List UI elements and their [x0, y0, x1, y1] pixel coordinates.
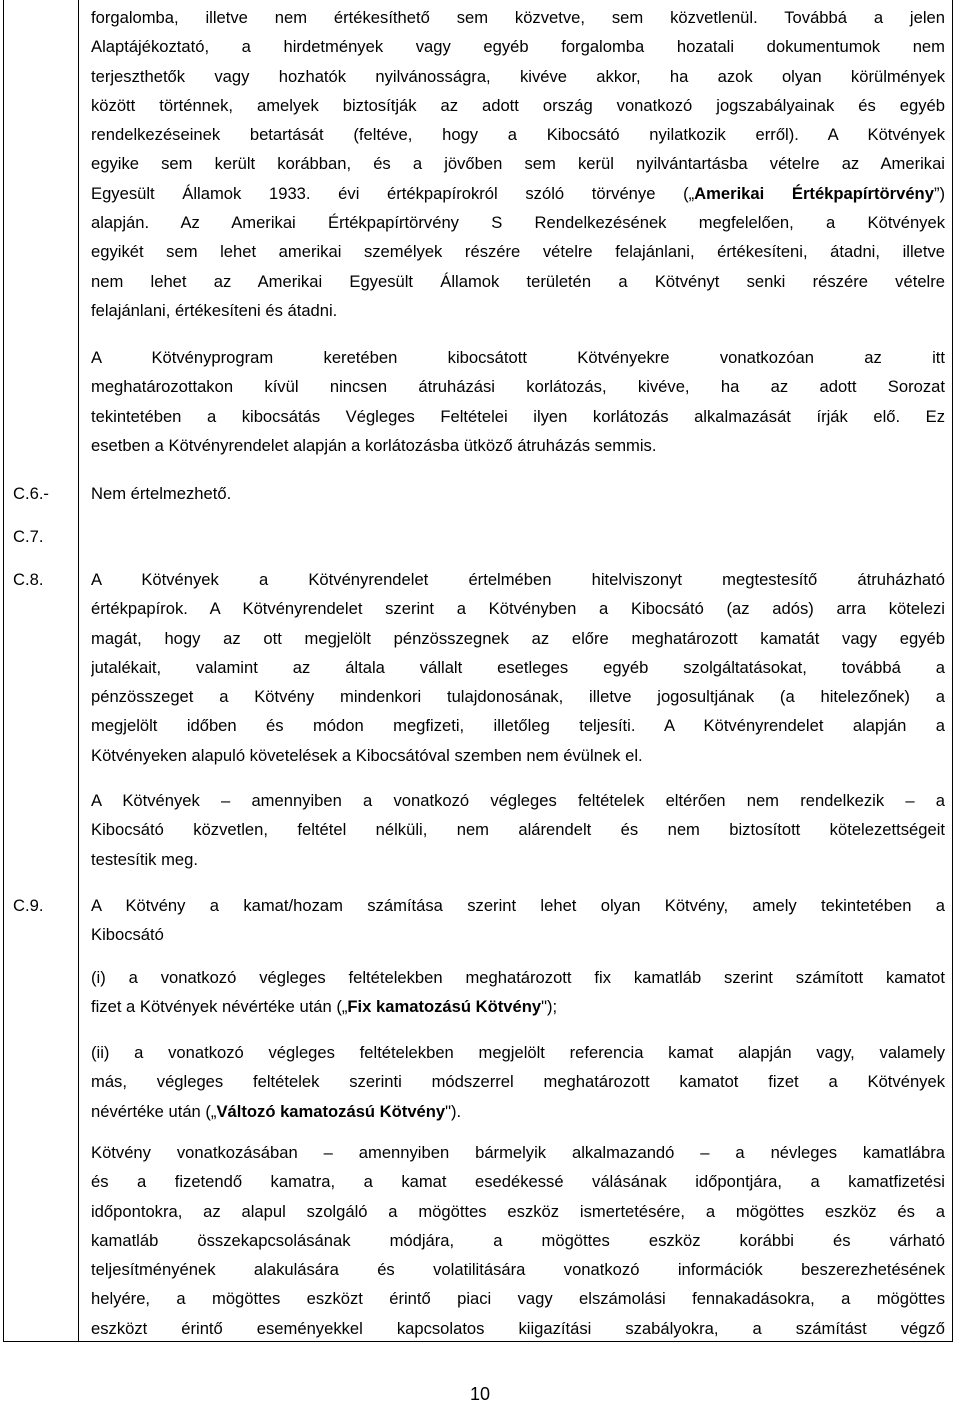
text-line: alapján. Az Amerikai Értékpapírtörvény S Rendelkezésének megfelelően, a Kötvények — [91, 213, 945, 233]
text-line: Alaptájékoztató, a hirdetmények vagy egyéb forgalomba hozatali dokumentumok nem — [91, 37, 945, 57]
paragraph-interest-details — [91, 1138, 945, 1343]
text-line: (ii) a vonatkozó végleges feltételekben megjelölt referencia kamat alapján vagy, valamely — [91, 1043, 945, 1062]
text-run: ”) — [933, 183, 945, 203]
text-line: esetben a Kötvényrendelet alapján a korlátozásba ütköző átruházás semmis. — [91, 435, 657, 455]
text-run: névértéke után („ — [91, 1101, 217, 1121]
text-line: Kibocsátó közvetlen, feltétel nélküli, nem alárendelt és nem biztosított kötelezettségeit — [91, 820, 945, 840]
text-line: értékpapírok. A Kötvényrendelet szerint a Kötvényben a Kibocsátó (az adós) arra kötelezi — [91, 599, 945, 619]
paragraph-floating-rate — [91, 1038, 945, 1126]
text-line: tekintetében a kibocsátás Végleges Feltételei ilyen korlátozás alkalmazását írják elő. Ez — [91, 406, 945, 426]
text-line — [91, 179, 945, 208]
paragraph-transfer-restrictions — [91, 343, 945, 460]
text-line: forgalomba, illetve nem értékesíthető sem közvetve, sem közvetlenül. Továbbá a jelen — [91, 8, 945, 27]
section-label-c7: C.7. — [13, 527, 44, 546]
section-label-c8: C.8. — [13, 570, 44, 589]
text-line: és a fizetendő kamatra, a kamat esedékessé válásának időpontjára, a kamatfizetési — [91, 1172, 945, 1192]
text-line: rendelkezéseinek betartását (feltéve, hogy a Kibocsátó nyilatkozik erről). A Kötvények — [91, 125, 945, 145]
text-line: meghatározottakon kívül nincsen átruházási korlátozás, kivéve, ha az adott Sorozat — [91, 377, 945, 397]
section-label-c9: C.9. — [13, 896, 44, 915]
text-line: teljesítményének alakulására és volatilitására vonatkozó információk beszerezhetésének — [91, 1260, 945, 1280]
text-line: A Kötvények a Kötvényrendelet értelmében hitelviszonyt megtestesítő átruházható — [91, 570, 945, 589]
paragraph-c6 — [91, 479, 945, 508]
text-line: egyikét sem lehet amerikai személyek részére vételre felajánlani, értékesíteni, átadni, illetve — [91, 242, 945, 262]
text-line: Nem értelmezhető. — [91, 484, 232, 503]
text-line: megjelölt időben és módon megfizeti, illetőleg teljesíti. A Kötvényrendelet alapján a — [91, 716, 945, 736]
text-line: jutalékait, valamint az általa vállalt esetleges egyéb szolgáltatásokat, továbbá a — [91, 657, 945, 677]
defined-term: Amerikai Értékpapírtörvény — [694, 183, 934, 203]
paragraph-c8 — [91, 565, 945, 770]
column-divider — [78, 0, 79, 1341]
text-line: A Kötvény a kamat/hozam számítása szerint lehet olyan Kötvény, amely tekintetében a — [91, 896, 945, 915]
paragraph-c8-status — [91, 786, 945, 874]
text-line: időpontokra, az alapul szolgáló a mögöttes eszköz ismertetésére, a mögöttes eszköz és a — [91, 1201, 945, 1221]
text-line: más, végleges feltételek szerinti módszerrel meghatározott kamatot fizet a Kötvények — [91, 1072, 945, 1092]
text-line: A Kötvényprogram keretében kibocsátott Kötvényekre vonatkozóan az itt — [91, 348, 945, 367]
text-line: felajánlani, értékesíteni és átadni. — [91, 300, 338, 320]
text-line: Kibocsátó — [91, 925, 164, 945]
text-line: terjeszthetők vagy hozhatók nyilvánosságra, kivéve akkor, ha azok olyan körülmények — [91, 66, 945, 86]
section-label-c6: C.6.- — [13, 484, 49, 503]
paragraph-fixed-rate — [91, 963, 945, 1022]
text-run: Egyesült Államok 1933. évi értékpapírokról szóló törvénye („ — [91, 183, 695, 203]
paragraph-c9 — [91, 891, 945, 950]
text-line: A Kötvények – amennyiben a vonatkozó végleges feltételek eltérően nem rendelkezik – a — [91, 791, 945, 810]
text-line: Kötvényeken alapuló követelések a Kibocsátóval szemben nem évülnek el. — [91, 745, 643, 765]
text-line: nem lehet az Amerikai Egyesült Államok területén a Kötvényt senki részére vételre — [91, 271, 945, 291]
text-line: egyike sem került korábban, és a jövőben sem kerül nyilvántartásba vételre az Amerikai — [91, 154, 945, 174]
text-line: testesítik meg. — [91, 849, 198, 869]
text-line: helyére, a mögöttes eszközt érintő piaci vagy elszámolási fennakadásokra, a mögöttes — [91, 1289, 945, 1309]
text-line: között történnek, amelyek biztosítják az adott ország vonatkozó jogszabályainak és egyéb — [91, 95, 945, 115]
text-line: (i) a vonatkozó végleges feltételekben meghatározott fix kamatláb szerint számított kamatot — [91, 968, 945, 987]
text-line: pénzösszeget a Kötvény mindenkori tulajdonosának, illetve jogosultjának (a hitelezőnek) a — [91, 687, 945, 707]
page-number: 10 — [469, 1384, 491, 1404]
text-run: "). — [445, 1101, 462, 1121]
text-run: fizet a Kötvények névértéke után („ — [91, 997, 348, 1017]
text-line — [91, 1097, 945, 1126]
text-line — [91, 992, 945, 1021]
paragraph-selling-restrictions — [91, 3, 945, 325]
text-line: Kötvény vonatkozásában – amennyiben bármelyik alkalmazandó – a névleges kamatlábra — [91, 1143, 945, 1162]
defined-term: Változó kamatozású Kötvény — [216, 1101, 446, 1121]
text-line: kamatláb összekapcsolásának módjára, a mögöttes eszköz korábbi és várható — [91, 1230, 945, 1250]
text-line: eszközt érintő eseményekkel kapcsolatos kiigazítási szabályokra, a számítást végző — [91, 1318, 945, 1338]
defined-term: Fix kamatozású Kötvény — [347, 997, 542, 1017]
text-line: magát, hogy az ott megjelölt pénzösszegnek az előre meghatározott kamatát vagy egyéb — [91, 628, 945, 648]
text-run: "); — [541, 997, 558, 1017]
